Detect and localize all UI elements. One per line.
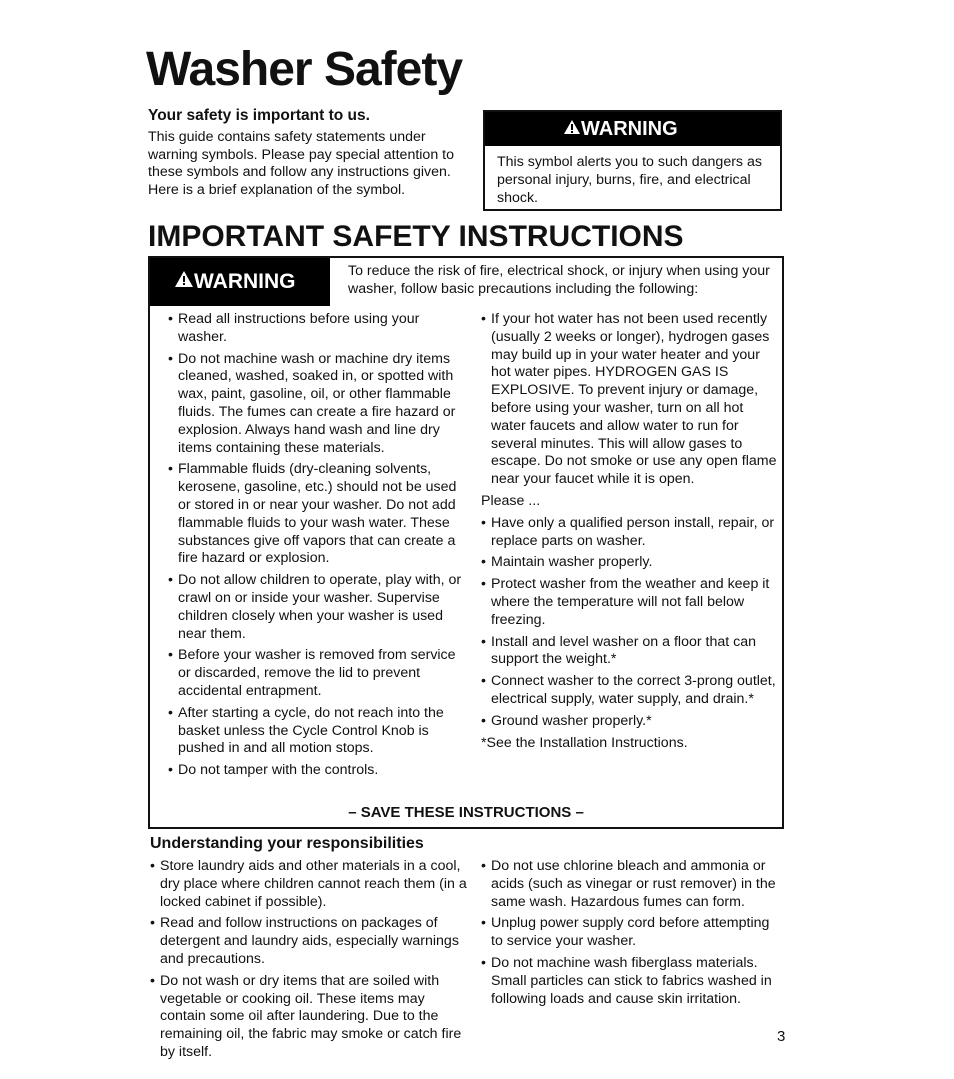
bullet-dot: • [168,461,173,478]
right-precautions-list [481,311,779,756]
bullet-dot: • [481,514,486,531]
list-item: • Install and level washer on a floor that can support the weight.* [481,633,756,668]
bullet-dot: • [481,858,486,874]
bullet-dot: • [481,712,486,729]
list-item: • Do not machine wash fiberglass materials. Small particles can stick to fabrics washed in following loads and cause skin irritation. [481,954,772,1007]
bullet-dot: • [481,576,486,593]
symbol-box-label: WARNING [581,118,678,140]
warning-triangle-icon [563,112,581,146]
save-instructions-label: – SAVE THESE INSTRUCTIONS – [348,804,584,821]
list-item: • Store laundry aids and other materials in a cool, dry place where children cannot reach them (in a locked cabinet if possible). [150,858,467,910]
list-item: • Maintain washer properly. [481,554,653,571]
list-item: • Protect washer from the weather and keep it where the temperature will not fall below freezing. [481,576,770,628]
list-item: • Unplug power supply cord before attempting to service your washer. [481,915,770,950]
bullet-dot: • [150,858,155,874]
list-item: • Do not tamper with the controls. [168,762,379,779]
list-item: • Do not allow children to operate, play with, or crawl on or inside your washer. Supervise children closely when your washer is used near them. [168,572,462,642]
bullet-dot: • [150,915,155,932]
list-item: • Before your washer is removed from service or discarded, remove the lid to prevent accidental entrapment. [168,647,456,699]
list-item: • Ground washer properly.* [481,712,652,729]
list-item: • Have only a qualified person install, repair, or replace parts on washer. [481,514,775,549]
responsibilities-heading: Understanding your responsibilities [150,835,424,852]
list-item: • Read and follow instructions on packages of detergent and laundry aids, especially warnings and precautions. [150,915,459,967]
important-safety-heading: IMPORTANT SAFETY INSTRUCTIONS [148,220,684,253]
responsibilities-right-list [481,858,781,1012]
list-item: • After starting a cycle, do not reach into the basket unless the Cycle Control Knob is pushed in and all motion stops. [168,704,444,757]
list-item: • Connect washer to the correct 3-prong outlet, electrical supply, water supply, and drain.* [481,673,776,707]
symbol-box-header [485,112,780,146]
bullet-dot: • [481,311,486,327]
main-warning-text: To reduce the risk of fire, electrical shock, or injury when using your washer, follow basic precautions including the following: [348,263,770,297]
bullet-dot: • [481,915,486,932]
symbol-explanation-box [483,110,782,211]
warning-triangle-icon [174,258,194,306]
page-number: 3 [777,1028,786,1045]
list-item: • Read all instructions before using your washer. [168,311,420,345]
safety-subheading: Your safety is important to us. [148,107,370,124]
bullet-dot: • [168,647,173,664]
list-item: • If your hot water has not been used recently (usually 2 weeks or longer), hydrogen gases may build up in your water heater and your hot water pipes. HYDROGEN GAS IS EXPLOSIVE. To prevent injury or damage, before using your washer, turn on all hot water faucets and allow water to run for several minutes. This will allow gases to escape. Do not smoke or use any open flame near your faucet while it is open. [481,311,777,488]
bullet-dot: • [481,633,486,650]
left-precautions-list [168,311,468,784]
bullet-dot: • [168,704,173,721]
intro-paragraph: This guide contains safety statements under warning symbols. Please pay special attention to these symbols and follow any instructions given. Here is a brief explanation of the symbol. [148,129,454,198]
main-warning-banner [150,258,330,306]
list-item: • Do not machine wash or machine dry items cleaned, washed, soaked in, or spotted with wax, paint, gasoline, oil, or other flammable fluids. The fumes can create a fire hazard or explosion. Always hand wash and line dry items containing these materials. [168,350,456,456]
bullet-dot: • [481,954,486,971]
please-label: Please ... [481,492,541,509]
list-item: • Do not use chlorine bleach and ammonia or acids (such as vinegar or rust remover) in the same wash. Hazardous fumes can form. [481,858,776,910]
bullet-dot: • [168,572,173,589]
list-item: • Do not wash or dry items that are soiled with vegetable or cooking oil. These items may contain some oil after laundering. Due to the remaining oil, the fabric may smoke or catch fire by itself. [150,972,462,1060]
bullet-dot: • [168,350,173,367]
page-title: Washer Safety [146,43,463,96]
bullet-dot: • [481,554,486,571]
list-item: • Flammable fluids (dry-cleaning solvents, kerosene, gasoline, etc.) should not be used or stored in or near your washer. Do not add flammable fluids to your wash water. These substances give off vapors that can create a fire hazard or explosion. [168,461,457,567]
symbol-box-text: This symbol alerts you to such dangers as personal injury, burns, fire, and electrical shock. [497,154,762,206]
bullet-dot: • [168,762,173,779]
bullet-dot: • [481,673,486,690]
installation-footnote: *See the Installation Instructions. [481,734,688,751]
main-warning-label: WARNING [194,270,296,293]
bullet-dot: • [150,972,155,989]
bullet-dot: • [168,311,173,327]
responsibilities-left-list [150,858,468,1066]
